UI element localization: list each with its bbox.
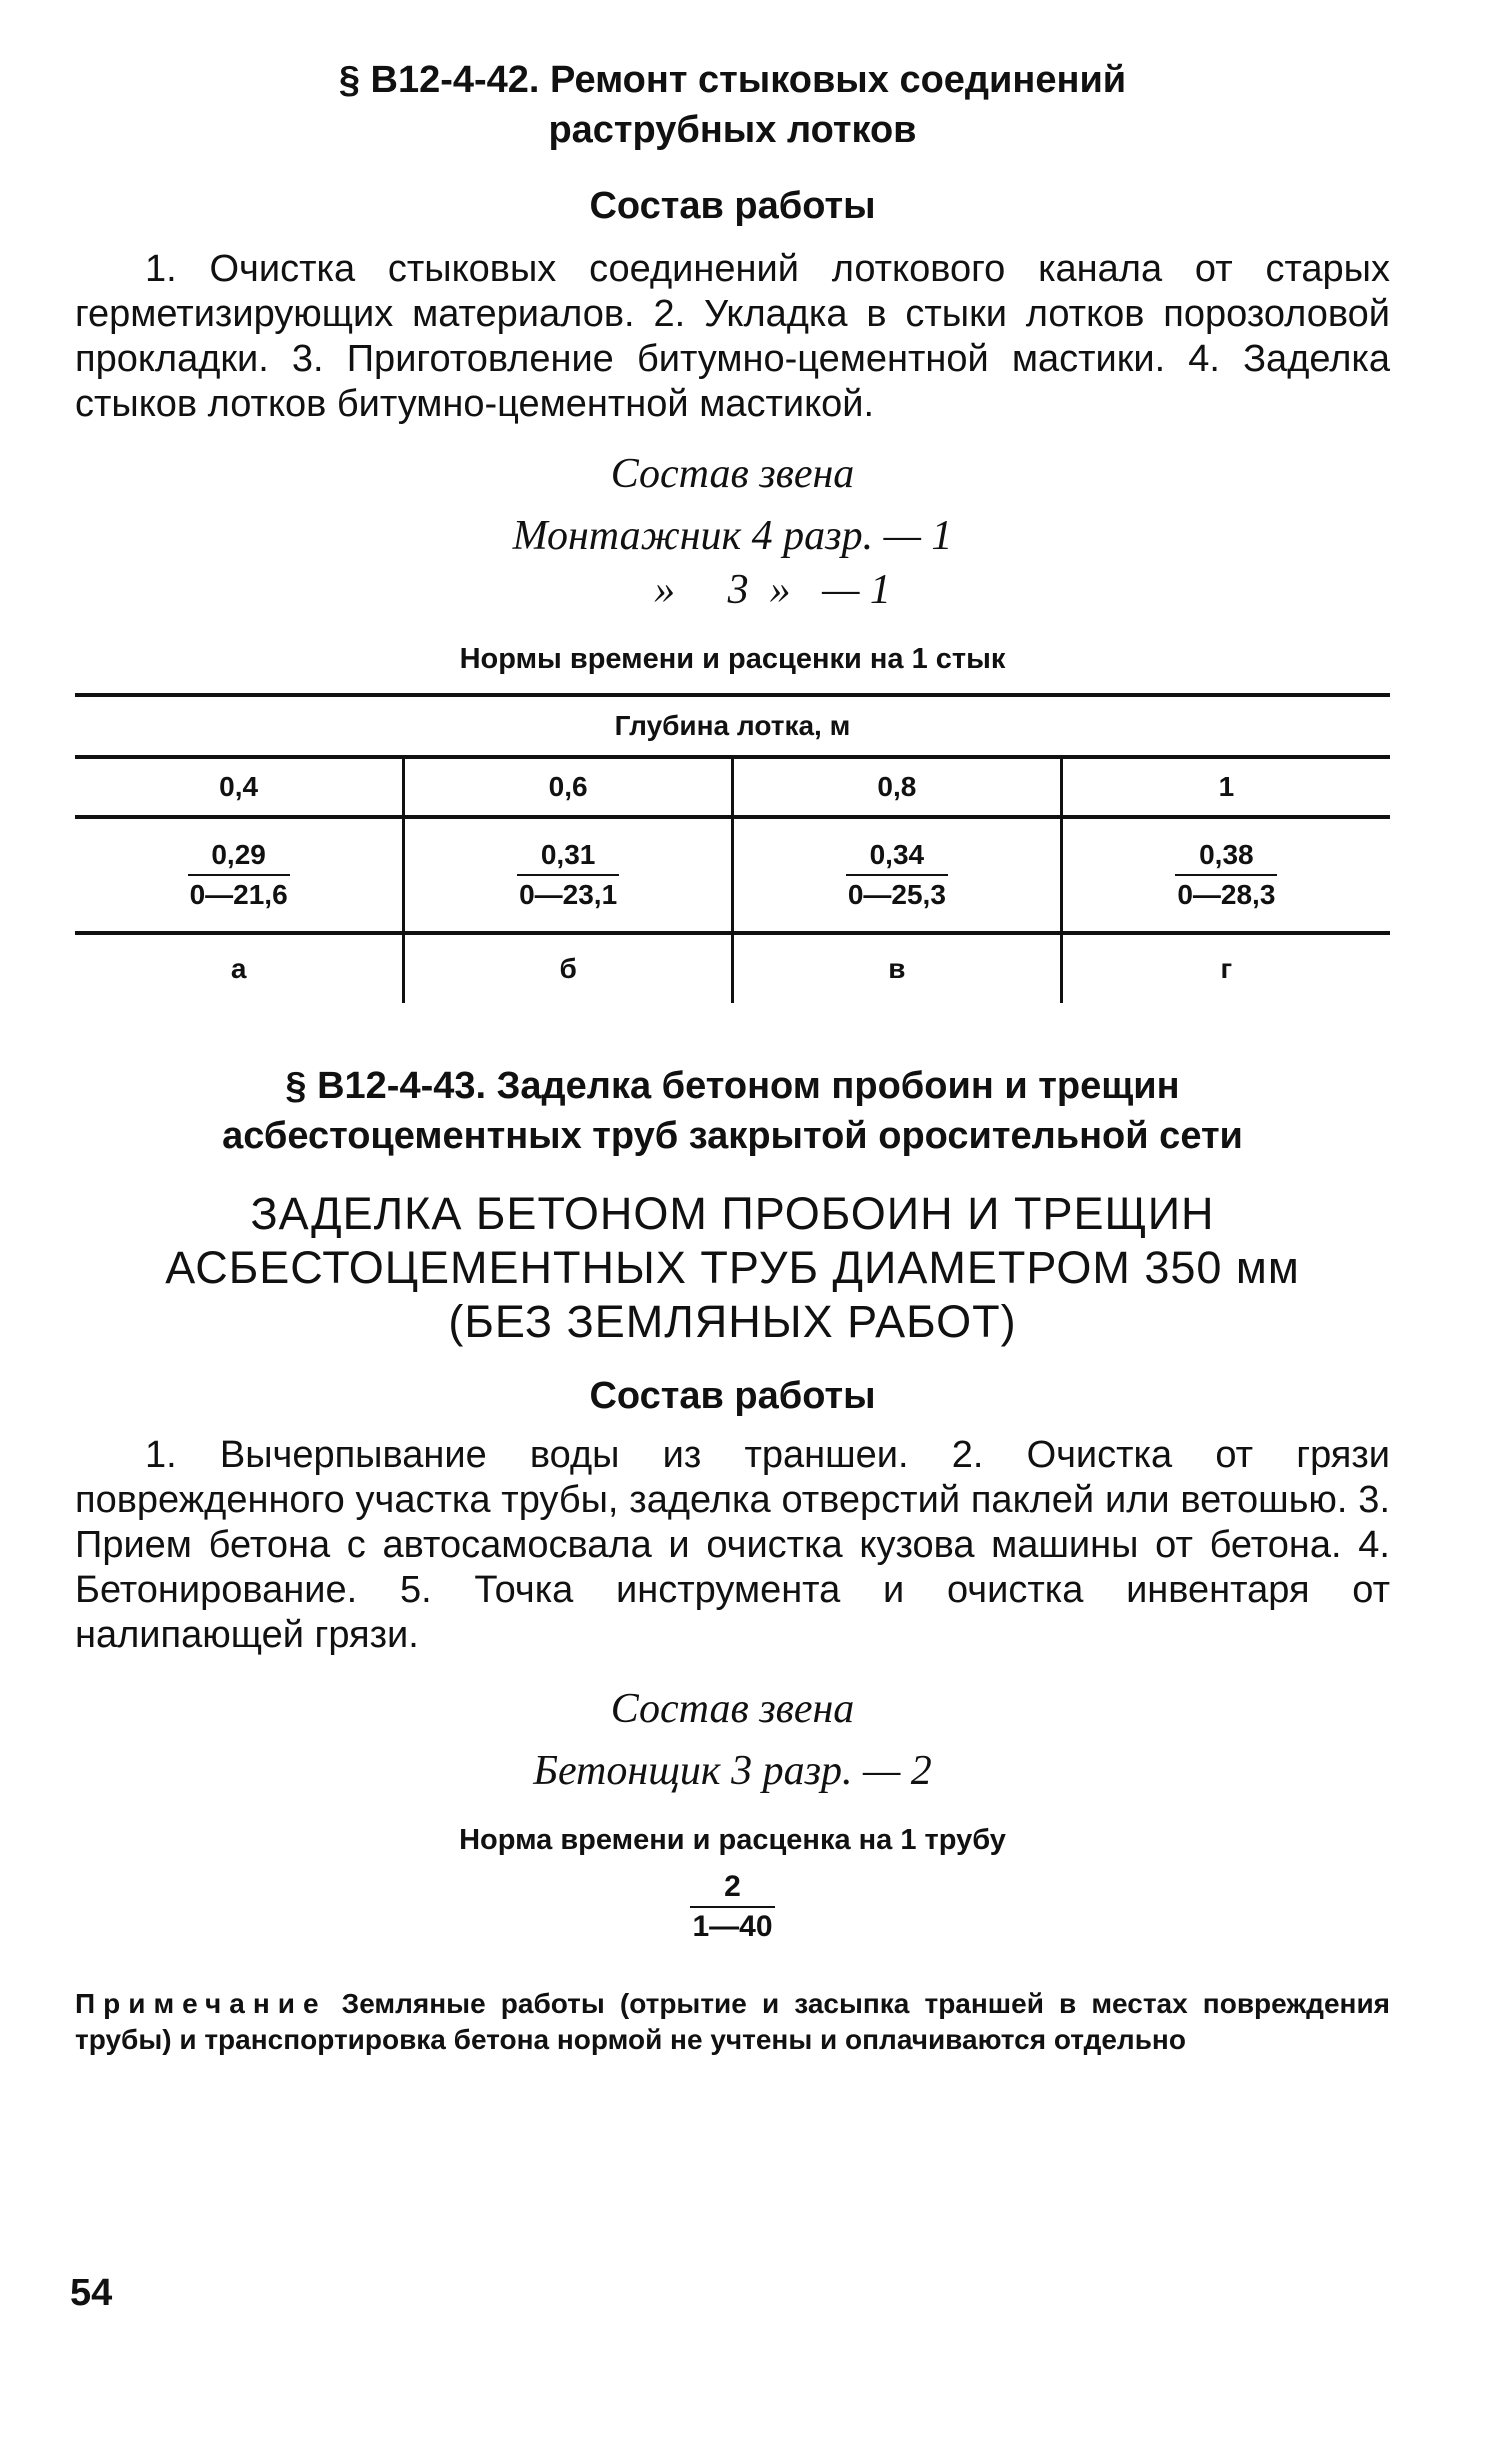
section-b12-4-42 [75,55,1390,231]
group-header: Глубина лотка, м [75,695,1390,757]
work-description: 1. Вычерпывание воды из траншеи. 2. Очистка от грязи поврежденного участка трубы, заделка отверстий паклей или ветошью. 3. Прием бетона с автосамосвала и очистка кузова машины от бетона. 4. Бетонирование. 5. Точка инструмента и очистка инвентаря от налипающей грязи. [75,1434,1390,1656]
value-num: 0,31 [517,836,619,876]
norms-table [75,693,1390,1003]
value-cell-1 [404,817,733,933]
letter-cell-1: б [404,933,733,1003]
col-header-1: 0,6 [404,757,733,817]
col-header-0: 0,4 [219,771,259,802]
crew-heading: Состав звена [610,451,855,497]
value-den: 0—28,3 [1177,879,1276,910]
value-den: 0—25,3 [847,879,946,910]
section-title-line1: § В12-4-43. Заделка бетоном пробоин и трещин [285,1065,1180,1107]
crew-block [75,1682,1390,1798]
value-den: 0—21,6 [189,879,288,910]
letter-cell-3: г [1061,933,1390,1003]
section-title-line1: § В12-4-42. Ремонт стыковых соединений [338,59,1127,101]
norms-heading: Нормы времени и расценки на 1 стык [459,643,1006,675]
value-den: 0—23,1 [519,879,618,910]
caps-title-line3: (БЕЗ ЗЕМЛЯНЫХ РАБОТ) [448,1296,1017,1347]
page-content [75,55,1390,2086]
caps-title-line2: АСБЕСТОЦЕМЕНТНЫХ ТРУБ ДИАМЕТРОМ 350 мм [165,1242,1300,1293]
value-cell-0 [75,817,404,933]
work-description: 1. Очистка стыковых соединений лоткового канала от старых герметизирующих материалов. 2. Укладка в стыки лотков порозоловой прокладки. 3. Приготовление битумно-цементной мастики. 4. Заделка стыков лотков битумно-цементной мастикой. [75,248,1390,425]
value-num: 0,38 [1175,836,1277,876]
value-cell-2 [733,817,1062,933]
letter-cell-2: в [733,933,1062,1003]
footnote [75,1986,1390,2058]
value-cell-3 [1061,817,1390,933]
crew-line-1: Монтажник 4 разр. — 1 [512,513,953,559]
value-num: 0,34 [846,836,948,876]
caps-title-line1: ЗАДЕЛКА БЕТОНОМ ПРОБОИН И ТРЕЩИН [250,1188,1215,1239]
crew-block [75,447,1390,617]
norm-den: 1—40 [692,1910,773,1943]
col-header-2: 0,8 [733,757,1062,817]
section-b12-4-43 [75,1061,1390,1421]
section-title-line2: раструбных лотков [548,109,917,151]
note-text: Земляные работы (отрытие и засыпка траншей в местах повреждения трубы) и транспортировка бетона нормой не учтены и оплачиваются отдельно [75,1988,1390,2055]
col-header-3: 1 [1061,757,1390,817]
value-num: 0,29 [188,836,290,876]
section-title-line2: асбестоцементных труб закрытой оросительной сети [222,1115,1243,1157]
norm-value [75,1868,1390,1946]
crew-line-1: Бетонщик 3 разр. — 2 [533,1748,932,1794]
crew-heading: Состав звена [610,1686,855,1732]
note-lead: Примечание [75,1988,327,2019]
work-heading: Состав работы [589,1375,876,1417]
crew-line-2: » 3 » — 1 [654,567,891,613]
work-heading: Состав работы [589,185,876,227]
norm-heading: Норма времени и расценка на 1 трубу [459,1824,1006,1856]
page-number: 54 [70,2272,113,2314]
letter-cell-0: а [230,953,247,984]
norm-num: 2 [690,1868,774,1908]
